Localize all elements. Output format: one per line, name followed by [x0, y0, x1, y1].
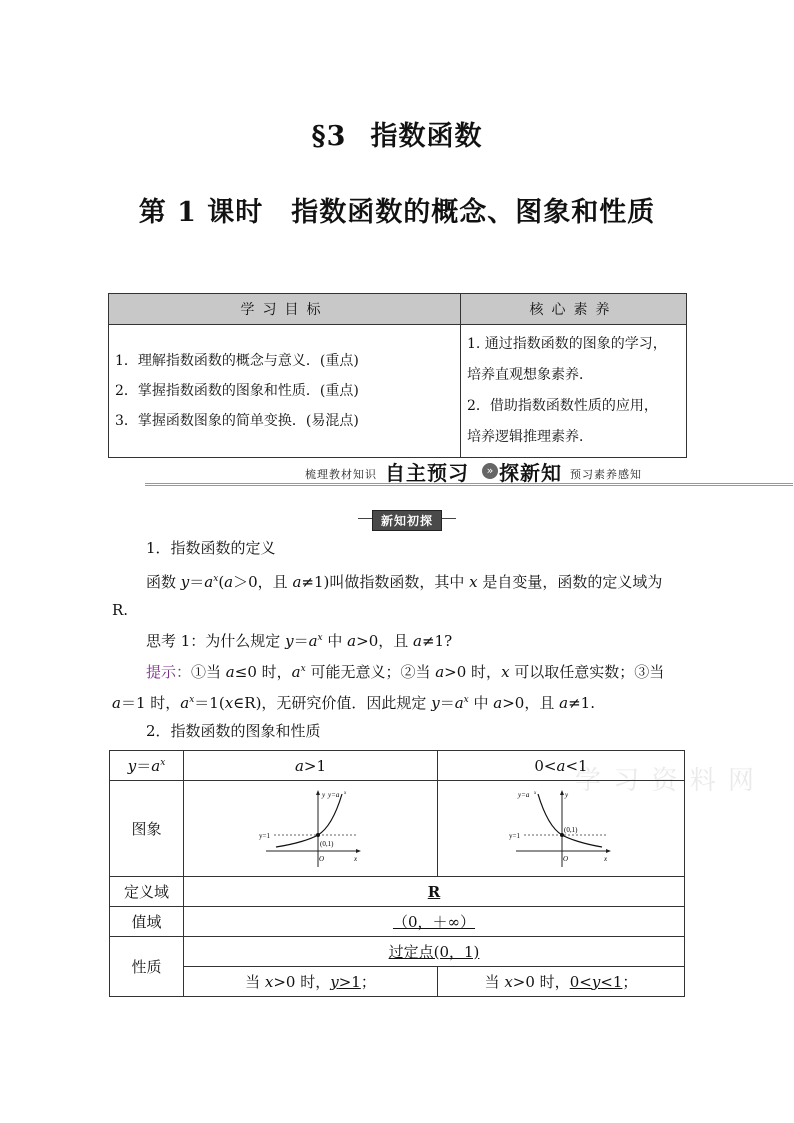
goal-item: 2．掌握指数函数的图象和性质．(重点)	[115, 383, 359, 399]
decay-curve	[538, 794, 602, 847]
definition-text-end: R.	[112, 601, 129, 619]
point-label: (0,1)	[319, 839, 333, 848]
header-a-greater-1: a>1	[184, 751, 438, 781]
tag-label: 新知初探	[372, 510, 442, 531]
lesson-name: 指数函数的概念、图象和性质	[291, 197, 656, 228]
x-axis-label: x	[353, 854, 357, 863]
row-label-range: 值域	[110, 907, 184, 937]
section-title	[0, 114, 794, 153]
hint-line-1: 提示：①当 a≤0 时，$a^x$ 可能无意义；②当 a>0 时，x 可以取任意实数；③当	[146, 663, 665, 681]
literacy-line: 培养直观想象素养．	[467, 367, 593, 383]
banner-title-2: 探新知	[499, 461, 562, 485]
fixed-point-value: 过定点(0，1)	[184, 937, 685, 967]
y1-label: y=1	[509, 831, 520, 840]
graph-growth	[256, 789, 366, 869]
x-axis-arrow-icon	[606, 849, 611, 853]
think-question: 思考 1：为什么规定 $y=a^x$ 中 a>0，且 a≠1?	[146, 632, 453, 650]
graph-cell-decay	[438, 781, 685, 877]
header-function: $y=a^x$	[110, 751, 184, 781]
objectives-header: 学习目标	[109, 294, 461, 325]
banner-right-caption: 预习素养感知	[570, 468, 642, 481]
tag-left-line	[358, 518, 372, 519]
graph-properties-heading: 2．指数函数的图象和性质	[146, 722, 321, 740]
section-number: §3	[311, 121, 347, 152]
objectives-cell	[109, 325, 461, 458]
hint-line-2: a＝1 时，$a^x=1(x\in R)$，无研究价值．因此规定 $y=a^x$ 中 a>0，且 a≠1.	[112, 694, 595, 712]
hint-label: 提示：	[146, 663, 192, 681]
banner-rule	[145, 483, 793, 486]
property-decay: 当 x>0 时，0<y<1；	[438, 967, 685, 997]
literacy-line: 1. 通过指数函数的图象的学习，	[467, 336, 667, 352]
goal-item: 3．掌握函数图象的简单变换．(易混点)	[115, 413, 359, 429]
row-label-graph: 图象	[110, 781, 184, 877]
lesson-number: 第 1 课时	[138, 197, 264, 228]
curve-label-exp: x	[534, 790, 537, 796]
y-axis-label: y	[565, 790, 569, 799]
double-arrow-icon: »	[482, 463, 498, 479]
curve-label-exp: x	[343, 790, 346, 796]
x-axis-label: x	[604, 854, 608, 863]
literacy-line: 2．借助指数函数性质的应用，	[467, 398, 658, 414]
lesson-title	[0, 190, 794, 229]
header-a-between-0-1: 0<a<1	[438, 751, 685, 781]
section-name: 指数函数	[370, 121, 483, 152]
y-axis-arrow-icon	[316, 790, 320, 795]
point-label: (0,1)	[564, 825, 578, 834]
origin-label: O	[318, 854, 324, 863]
graph-decay	[506, 789, 616, 869]
domain-value: R	[184, 877, 685, 907]
graph-cell-growth	[184, 781, 438, 877]
objectives-table	[108, 293, 687, 458]
curve-label: y=a	[518, 790, 530, 799]
properties-table	[109, 750, 685, 997]
range-value: （0，＋∞）	[184, 907, 685, 937]
y1-label: y=1	[258, 831, 270, 840]
new-knowledge-tag	[358, 510, 456, 528]
goal-item: 1．理解指数函数的概念与意义．(重点)	[115, 353, 359, 369]
x-axis-arrow-icon	[356, 849, 361, 853]
origin-label: O	[563, 854, 569, 863]
definition-text: 函数 $y=a^x(a>0$，且 a≠1)叫做指数函数，其中 x 是自变量，函数的定义域为	[146, 573, 663, 591]
literacy-header: 核心素养	[461, 294, 687, 325]
banner-title-1: 自主预习	[385, 461, 469, 485]
banner-left-caption: 梳理教材知识	[305, 468, 377, 481]
y-axis-label: y	[321, 790, 325, 799]
row-label-domain: 定义域	[110, 877, 184, 907]
literacy-line: 培养逻辑推理素养．	[467, 429, 593, 445]
curve-label: y=a	[327, 790, 339, 799]
y-axis-arrow-icon	[560, 790, 564, 795]
tag-right-line	[442, 518, 456, 519]
section-banner	[145, 457, 793, 487]
property-growth: 当 x>0 时，y>1；	[184, 967, 438, 997]
fixed-point	[316, 833, 320, 837]
watermark: 学 习 资 料 网	[575, 766, 757, 796]
row-label-properties: 性质	[110, 937, 184, 997]
literacy-cell	[461, 325, 687, 458]
definition-heading: 1．指数函数的定义	[146, 539, 276, 557]
